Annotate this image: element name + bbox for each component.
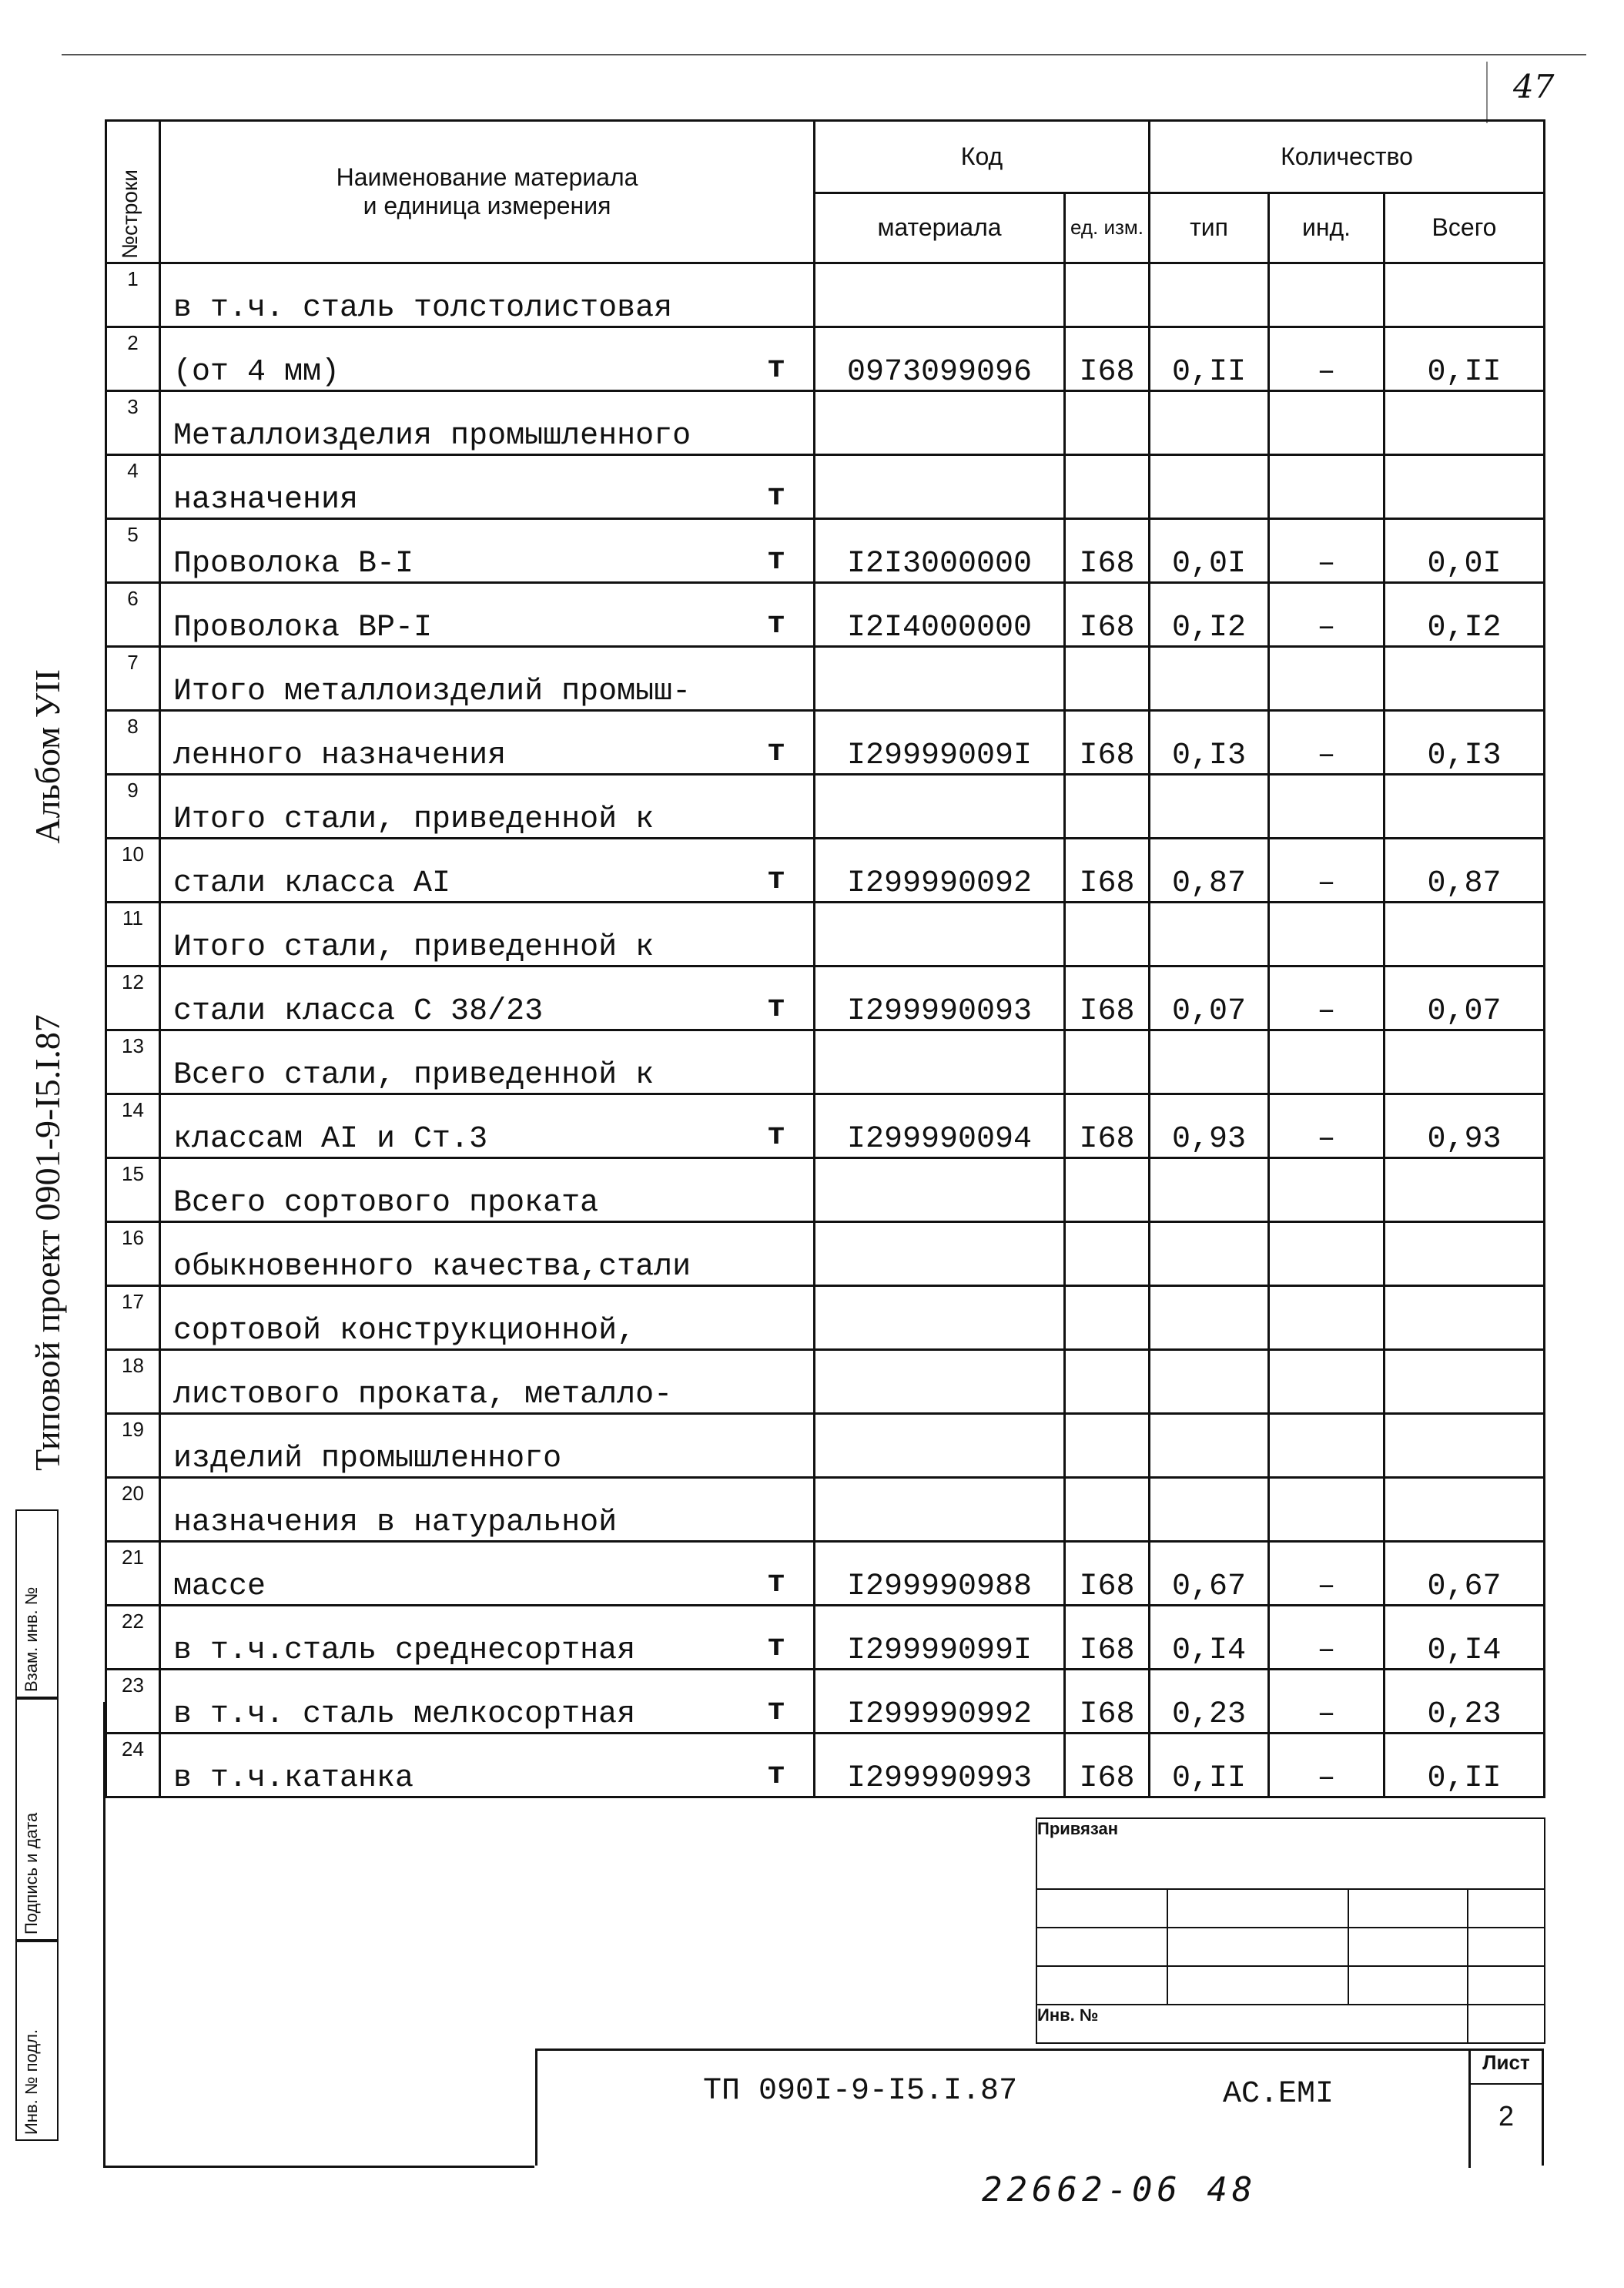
material-name [160,1414,815,1478]
table-body [106,263,1545,1797]
header-code: Код [815,121,1150,193]
header-name-line2: и единица измерения [363,192,611,219]
material-code: I299990992 [815,1670,1065,1734]
header-row-number: №строки [106,121,160,263]
qty-type [1150,263,1269,327]
material-name-text: обыкновенного качества,стали [173,1250,691,1285]
side-title [27,624,68,1471]
header-unit: ед. изм. [1065,193,1150,263]
unit-code: I68 [1065,966,1150,1030]
unit-code: I68 [1065,1734,1150,1797]
qty-total: 0,23 [1385,1670,1545,1734]
material-name-text: назначения [173,483,359,518]
qty-ind [1269,455,1385,519]
title-block-mark: АС.ЕМI [1223,2077,1334,2112]
material-name-text: сортовой конструкционной, [173,1314,636,1348]
qty-type: 0,I4 [1150,1606,1269,1670]
material-name-text: ленного назначения [173,739,507,773]
row-number: 24 [106,1734,160,1797]
material-code [815,263,1065,327]
qty-ind [1269,1286,1385,1350]
unit-code: I68 [1065,327,1150,391]
row-number: 18 [106,1350,160,1414]
material-name [160,1094,815,1158]
table-row [106,647,1545,711]
top-rule [62,54,1586,55]
header-quantity: Количество [1150,121,1545,193]
qty-ind [1269,647,1385,711]
table-row [106,327,1545,391]
qty-total [1385,1158,1545,1222]
qty-type: 0,II [1150,327,1269,391]
qty-type [1150,391,1269,455]
material-code [815,1350,1065,1414]
material-name [160,1286,815,1350]
qty-ind: – [1269,1606,1385,1670]
qty-type [1150,1286,1269,1350]
material-name [160,1542,815,1606]
corner-stamp [1036,1817,1544,2044]
table-row [106,1286,1545,1350]
unit-code: I68 [1065,1670,1150,1734]
material-code: I299990093 [815,966,1065,1030]
qty-type [1150,1478,1269,1542]
stamp-cell-signature [15,1698,59,1941]
row-number: 21 [106,1542,160,1606]
qty-ind: – [1269,966,1385,1030]
table-row [106,1222,1545,1286]
material-code [815,1414,1065,1478]
frame-bottom-rule [103,2166,534,2168]
qty-type [1150,775,1269,839]
table-row [106,391,1545,455]
stamp-label-inv-original: Инв. № подл. [22,2028,41,2135]
material-code [815,647,1065,711]
qty-total [1385,1030,1545,1094]
qty-type: 0,0I [1150,519,1269,583]
header-material: материала [815,193,1065,263]
qty-total [1385,1286,1545,1350]
material-code [815,1222,1065,1286]
qty-type [1150,1158,1269,1222]
qty-type: 0,87 [1150,839,1269,903]
page-number: 47 [1513,68,1555,106]
material-name-text: стали класса АI [173,866,451,901]
material-name [160,1606,815,1670]
material-code [815,391,1065,455]
material-code [815,1030,1065,1094]
corner-bound-label: Привязан [1036,1818,1545,1889]
material-name-text: стали класса С 38/23 [173,994,544,1029]
material-name-text: Всего стали, приведенной к [173,1058,655,1093]
qty-ind [1269,1158,1385,1222]
table-row [106,1606,1545,1670]
material-code [815,775,1065,839]
table-row [106,966,1545,1030]
title-block-code: ТП 090I-9-I5.I.87 [703,2074,1018,2109]
material-name-text: в т.ч.сталь среднесортная [173,1633,636,1668]
table-row [106,839,1545,903]
qty-total: 0,I2 [1385,583,1545,647]
material-name [160,839,815,903]
qty-total: 0,07 [1385,966,1545,1030]
unit-code [1065,647,1150,711]
row-number: 16 [106,1222,160,1286]
row-number: 9 [106,775,160,839]
material-name [160,903,815,966]
qty-total: 0,II [1385,327,1545,391]
table-row [106,1542,1545,1606]
qty-ind [1269,1478,1385,1542]
table-row [106,583,1545,647]
table-row [106,1670,1545,1734]
material-name-text: классам АI и Ст.3 [173,1122,488,1157]
material-code: I299990988 [815,1542,1065,1606]
qty-ind [1269,1030,1385,1094]
album-title: Альбом УII [28,669,67,844]
header-ind: инд. [1269,193,1385,263]
table-row [106,1734,1545,1797]
material-name [160,1158,815,1222]
material-code: I2I4000000 [815,583,1065,647]
qty-ind: – [1269,1670,1385,1734]
unit-code [1065,775,1150,839]
qty-ind [1269,263,1385,327]
qty-total: 0,I4 [1385,1606,1545,1670]
qty-type [1150,647,1269,711]
qty-total [1385,391,1545,455]
unit-code: I68 [1065,1542,1150,1606]
qty-ind: – [1269,1094,1385,1158]
material-name-text: (от 4 мм) [173,355,340,390]
material-name-text: Итого стали, приведенной к [173,802,655,837]
unit-marker: т [766,735,785,770]
material-name-text: Проволока В-I [173,547,414,581]
project-title: Типовой проект 0901-9-I5.I.87 [28,1014,67,1471]
material-code: I299990094 [815,1094,1065,1158]
unit-code [1065,1286,1150,1350]
qty-total: 0,I3 [1385,711,1545,775]
material-code: I29999009I [815,711,1065,775]
unit-marker: т [766,480,785,514]
qty-total [1385,647,1545,711]
material-code: I29999099I [815,1606,1065,1670]
row-number: 23 [106,1670,160,1734]
material-name-text: Итого металлоизделий промыш- [173,675,691,709]
qty-type [1150,1222,1269,1286]
qty-type [1150,1030,1269,1094]
qty-total: 0,0I [1385,519,1545,583]
stamp-cell-replace-inv [15,1509,59,1698]
material-name [160,711,815,775]
row-number: 15 [106,1158,160,1222]
material-name-text: Всего сортового проката [173,1186,599,1221]
unit-code: I68 [1065,1606,1150,1670]
qty-type: 0,93 [1150,1094,1269,1158]
material-name [160,1222,815,1286]
material-name [160,519,815,583]
material-name [160,1030,815,1094]
row-number: 3 [106,391,160,455]
row-number: 14 [106,1094,160,1158]
qty-ind [1269,903,1385,966]
qty-type: 0,67 [1150,1542,1269,1606]
material-name-text: в т.ч. сталь мелкосортная [173,1697,636,1732]
unit-marker: т [766,863,785,898]
material-name [160,775,815,839]
unit-marker: т [766,1694,785,1729]
qty-total [1385,1350,1545,1414]
table-row [106,711,1545,775]
qty-ind [1269,1414,1385,1478]
qty-type [1150,455,1269,519]
qty-total [1385,1222,1545,1286]
material-code: I2I3000000 [815,519,1065,583]
qty-type: 0,I2 [1150,583,1269,647]
qty-total [1385,263,1545,327]
unit-code: I68 [1065,839,1150,903]
material-name [160,966,815,1030]
table-row [106,263,1545,327]
qty-ind [1269,1222,1385,1286]
row-number: 19 [106,1414,160,1478]
table-row [106,1478,1545,1542]
material-name [160,583,815,647]
row-number: 22 [106,1606,160,1670]
qty-total [1385,775,1545,839]
material-name [160,455,815,519]
material-name-text: назначения в натуральной [173,1506,618,1540]
header-type: тип [1150,193,1269,263]
qty-ind [1269,1350,1385,1414]
material-name [160,1350,815,1414]
material-name-text: массе [173,1569,266,1604]
table-row [106,1414,1545,1478]
header-name-line1: Наименование материала [336,163,638,191]
unit-code [1065,1478,1150,1542]
row-number: 10 [106,839,160,903]
material-name-text: Итого стали, приведенной к [173,930,655,965]
unit-code [1065,1158,1150,1222]
materials-table [105,119,1545,1798]
stamp-cell-inv-original [15,1941,59,2141]
row-number: 8 [106,711,160,775]
unit-code [1065,455,1150,519]
unit-code [1065,1030,1150,1094]
qty-total: 0,87 [1385,839,1545,903]
material-name [160,391,815,455]
unit-code [1065,1350,1150,1414]
material-code [815,1158,1065,1222]
row-number: 11 [106,903,160,966]
sheet-number: 2 [1498,2100,1515,2132]
material-name-text: Проволока ВР-I [173,611,433,645]
corner-inv-label: Инв. № [1036,2005,1468,2043]
table-row [106,1158,1545,1222]
table-row [106,455,1545,519]
material-name-text: в т.ч.катанка [173,1761,414,1796]
unit-code [1065,391,1150,455]
unit-marker: т [766,608,785,642]
row-number: 17 [106,1286,160,1350]
side-stamp [15,1509,102,2141]
table-row [106,1030,1545,1094]
qty-ind: – [1269,711,1385,775]
header-total: Всего [1385,193,1545,263]
unit-marker: т [766,1758,785,1793]
title-block-sheet [1468,2051,1542,2168]
material-code: I299990092 [815,839,1065,903]
qty-total: 0,II [1385,1734,1545,1797]
qty-ind: – [1269,519,1385,583]
unit-code [1065,263,1150,327]
material-name [160,1670,815,1734]
qty-type: 0,23 [1150,1670,1269,1734]
qty-ind: – [1269,1542,1385,1606]
unit-code: I68 [1065,583,1150,647]
unit-code [1065,1222,1150,1286]
qty-total [1385,455,1545,519]
row-number: 6 [106,583,160,647]
row-number: 20 [106,1478,160,1542]
qty-type [1150,903,1269,966]
material-code [815,455,1065,519]
qty-type: 0,I3 [1150,711,1269,775]
material-code [815,1478,1065,1542]
qty-type: 0,II [1150,1734,1269,1797]
qty-type [1150,1414,1269,1478]
material-name-text: изделий промышленного [173,1442,562,1476]
qty-ind: – [1269,1734,1385,1797]
material-code [815,1286,1065,1350]
material-name [160,647,815,711]
qty-total [1385,1478,1545,1542]
unit-code: I68 [1065,519,1150,583]
title-block [535,2048,1544,2166]
qty-type: 0,07 [1150,966,1269,1030]
material-name [160,327,815,391]
qty-total: 0,93 [1385,1094,1545,1158]
material-name-text: Металлоизделия промышленного [173,419,691,454]
stamp-label-replace-inv: Взам. инв. № [22,1586,41,1692]
unit-marker: т [766,1566,785,1601]
row-number: 12 [106,966,160,1030]
frame-left-rule [103,1702,105,2167]
unit-code [1065,903,1150,966]
row-number: 2 [106,327,160,391]
table-row [106,1094,1545,1158]
unit-marker: т [766,352,785,387]
qty-type [1150,1350,1269,1414]
material-name-text: в т.ч. сталь толстолистовая [173,291,673,326]
qty-total [1385,1414,1545,1478]
row-number: 1 [106,263,160,327]
table-row [106,775,1545,839]
material-name [160,263,815,327]
material-name [160,1734,815,1797]
unit-code: I68 [1065,711,1150,775]
row-number: 5 [106,519,160,583]
unit-marker: т [766,1119,785,1154]
footer-number: 22662-06 48 [982,2170,1257,2209]
sheet-label: Лист [1471,2051,1542,2085]
unit-code [1065,1414,1150,1478]
stamp-label-signature: Подпись и дата [22,1812,41,1935]
qty-total [1385,903,1545,966]
qty-ind: – [1269,327,1385,391]
row-number: 4 [106,455,160,519]
table-row [106,1350,1545,1414]
unit-marker: т [766,1630,785,1665]
table-row [106,519,1545,583]
table-row [106,903,1545,966]
material-name [160,1478,815,1542]
qty-ind: – [1269,583,1385,647]
header-name [160,121,815,263]
unit-marker: т [766,544,785,578]
page-number-divider [1486,62,1488,123]
material-code: 0973099096 [815,327,1065,391]
qty-ind [1269,391,1385,455]
row-number: 13 [106,1030,160,1094]
qty-total: 0,67 [1385,1542,1545,1606]
material-code: I299990993 [815,1734,1065,1797]
row-number: 7 [106,647,160,711]
material-code [815,903,1065,966]
unit-marker: т [766,991,785,1026]
qty-ind [1269,775,1385,839]
unit-code: I68 [1065,1094,1150,1158]
material-name-text: листового проката, металло- [173,1378,673,1412]
qty-ind: – [1269,839,1385,903]
